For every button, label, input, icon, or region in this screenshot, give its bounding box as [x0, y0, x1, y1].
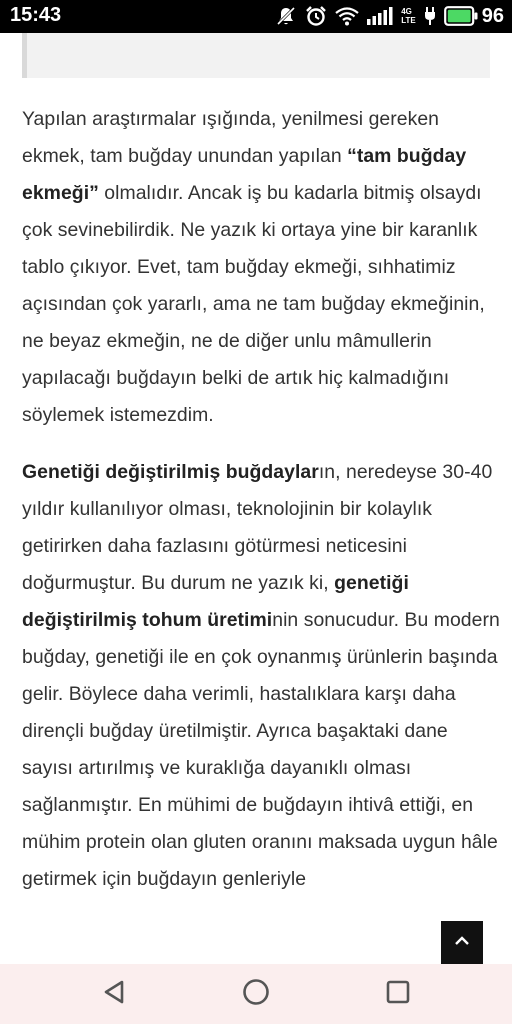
text: Yapılan araştırmalar ışığında, yenilmesi gereken ekmek, tam buğday unundan yapılan: [22, 108, 439, 167]
battery: [444, 5, 504, 28]
status-icons: [275, 3, 504, 29]
home-button[interactable]: [241, 979, 271, 1009]
bold-text: “tam buğday ekmeği”: [22, 145, 467, 204]
text: olmalıdır. Ancak iş bu kadarla bitmiş olsaydı çok sevinebilirdik. Ne yazık ki ortaya yine bir karanlık tablo çıkıyor. Evet, tam buğday ekmeği, sıhhatimiz açısından çok yararlı, ama ne tam buğday ekmeğinin, ne beyaz ekmeğin, ne de diğer unlu mâmullerin yapılacağı buğdayın belki de artık hiç kalmadığını söylemek istemezdim.: [22, 182, 485, 426]
network-type-bottom: LTE: [401, 16, 416, 25]
notifications-off-icon: [275, 5, 297, 27]
article-content[interactable]: [0, 33, 512, 964]
scroll-to-top-button[interactable]: [441, 921, 483, 964]
paragraph-1: [22, 101, 500, 434]
back-triangle-icon: [102, 979, 126, 1010]
signal-icon: [367, 7, 393, 25]
battery-level: 96: [481, 4, 504, 27]
battery-icon: [444, 6, 478, 26]
network-type: [401, 7, 416, 25]
bold-text: Genetiği değiştirilmiş buğdaylar: [22, 461, 319, 483]
status-bar: [0, 0, 512, 33]
wifi-icon: [335, 6, 359, 26]
article-body: [22, 101, 500, 898]
recents-button[interactable]: [383, 979, 413, 1009]
alarm-icon: [305, 5, 327, 27]
bold-text: genetiği değiştirilmiş tohum üretimi: [22, 572, 409, 631]
text: ın, neredeyse 30-40 yıldır kullanılıyor olması, teknolojinin bir kolaylık getirirken daha fazlasını götürmesi neticesini doğurmuştur. Bu durum ne yazık ki,: [22, 461, 493, 594]
network-type-top: 4G: [401, 7, 412, 16]
text: nin sonucudur. Bu modern buğday, genetiği ile en çok oynanmış ürünlerin başında gelir. Böylece daha verimli, hastalıklara karşı daha dirençli buğday üretilmiştir. Ayrıca başaktaki dane sayısı artırılmış ve kuraklığa dayanıklı olması sağlanmıştır. En mühimi de buğdayın ihtivâ ettiği, en mühim protein olan gluten oranını maksada uygun hâle getirmek için buğdayın genleriyle: [22, 609, 500, 890]
status-time: 15:43: [10, 4, 62, 26]
chevron-up-icon: [454, 934, 470, 952]
paragraph-2: [22, 454, 500, 898]
home-circle-icon: [242, 978, 270, 1011]
recents-square-icon: [385, 979, 411, 1010]
navigation-bar: [0, 964, 512, 1024]
quote-block: [22, 33, 490, 78]
charging-icon: [424, 6, 436, 26]
back-button[interactable]: [99, 979, 129, 1009]
